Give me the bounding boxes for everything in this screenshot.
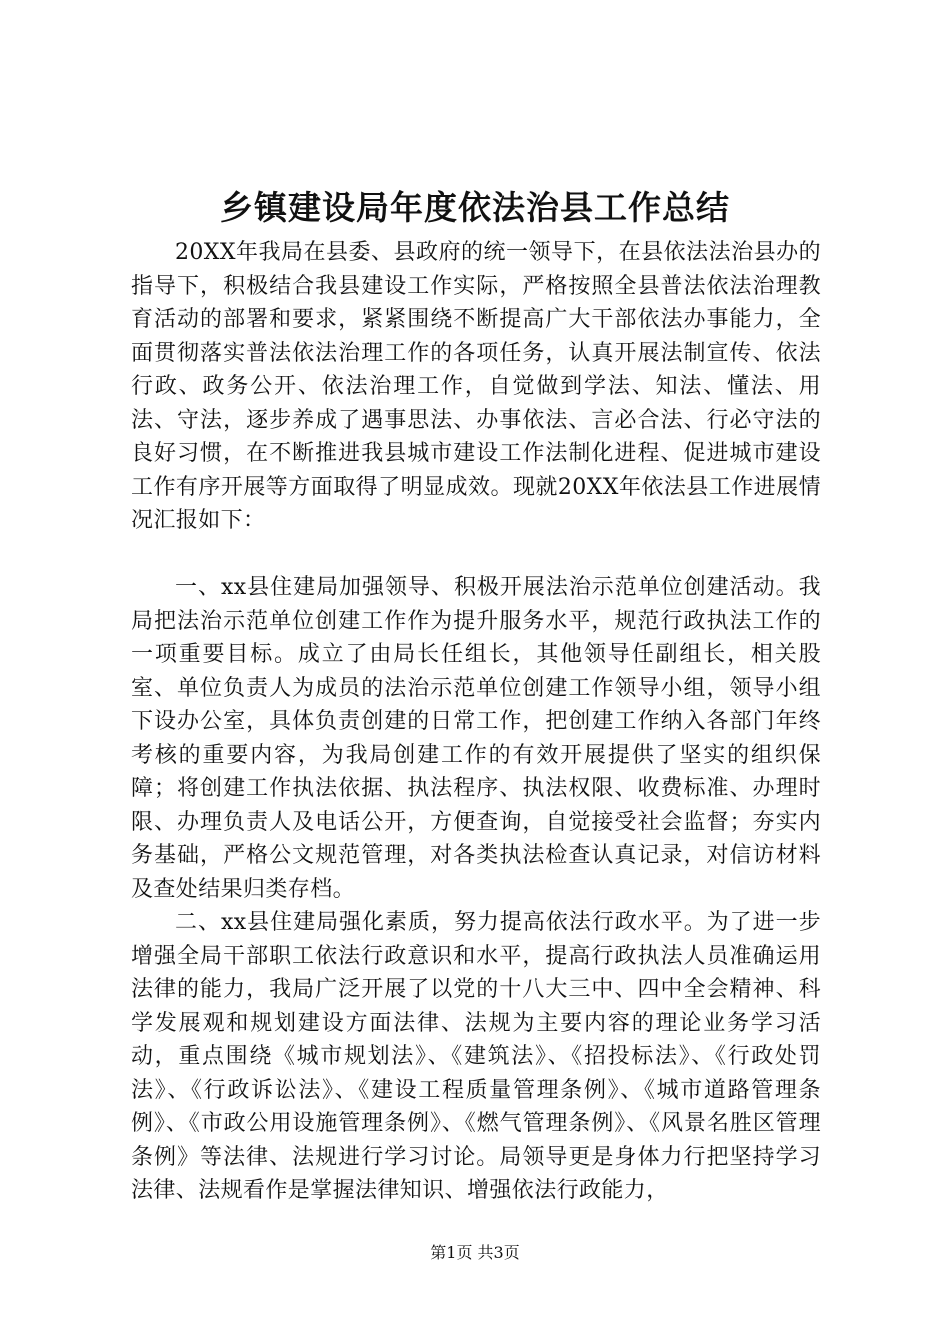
paragraph-spacer: [131, 538, 821, 572]
document-title: 乡镇建设局年度依法治县工作总结: [220, 188, 730, 227]
paragraph-section-1: 一、xx县住建局加强领导、积极开展法治示范单位创建活动。我局把法治示范单位创建工作作为提升服务水平，规范行政执法工作的一项重要目标。成立了由局长任组长，其他领导任副组长，相关股室、单位负责人为成员的法治示范单位创建工作领导小组，领导小组下设办公室，具体负责创建的日常工作，把创建工作纳入各部门年终考核的重要内容，为我局创建工作的有效开展提供了坚实的组织保障；将创建工作执法依据、执法程序、执法权限、收费标准、办理时限、办理负责人及电话公开，方便查询，自觉接受社会监督；夯实内务基础，严格公文规范管理，对各类执法检查认真记录，对信访材料及查处结果归类存档。: [131, 575, 821, 902]
paragraph-section-2: 二、xx县住建局强化素质，努力提高依法行政水平。为了进一步增强全局干部职工依法行政意识和水平，提高行政执法人员准确运用法律的能力，我局广泛开展了以党的十八大三中、四中全会精神、科学发展观和规划建设方面法律、法规为主要内容的理论业务学习活动，重点围绕《城市规划法》、《建筑法》、《招投标法》、《行政处罚法》、《行政诉讼法》、《建设工程质量管理条例》、《城市道路管理条例》、《市政公用设施管理条例》、《燃气管理条例》、《风景名胜区管理条例》等法律、法规进行学习讨论。局领导更是身体力行把坚持学习法律、法规看作是掌握法律知识、增强依法行政能力，: [131, 910, 821, 1203]
document-body: [131, 236, 821, 1208]
paragraph-intro: 20XX年我局在县委、县政府的统一领导下，在县依法法治县办的指导下，积极结合我县建设工作实际，严格按照全县普法依法治理教育活动的部署和要求，紧紧围绕不断提高广大干部依法办事能力，全面贯彻落实普法依法治理工作的各项任务，认真开展法制宣传、依法行政、政务公开、依法治理工作，自觉做到学法、知法、懂法、用法、守法，逐步养成了遇事思法、办事依法、言必合法、行必守法的良好习惯，在不断推进我县城市建设工作法制化进程、促进城市建设工作有序开展等方面取得了明显成效。现就20XX年依法县工作进展情况汇报如下：: [131, 240, 821, 533]
page-footer: 第1页 共3页: [430, 1243, 520, 1262]
